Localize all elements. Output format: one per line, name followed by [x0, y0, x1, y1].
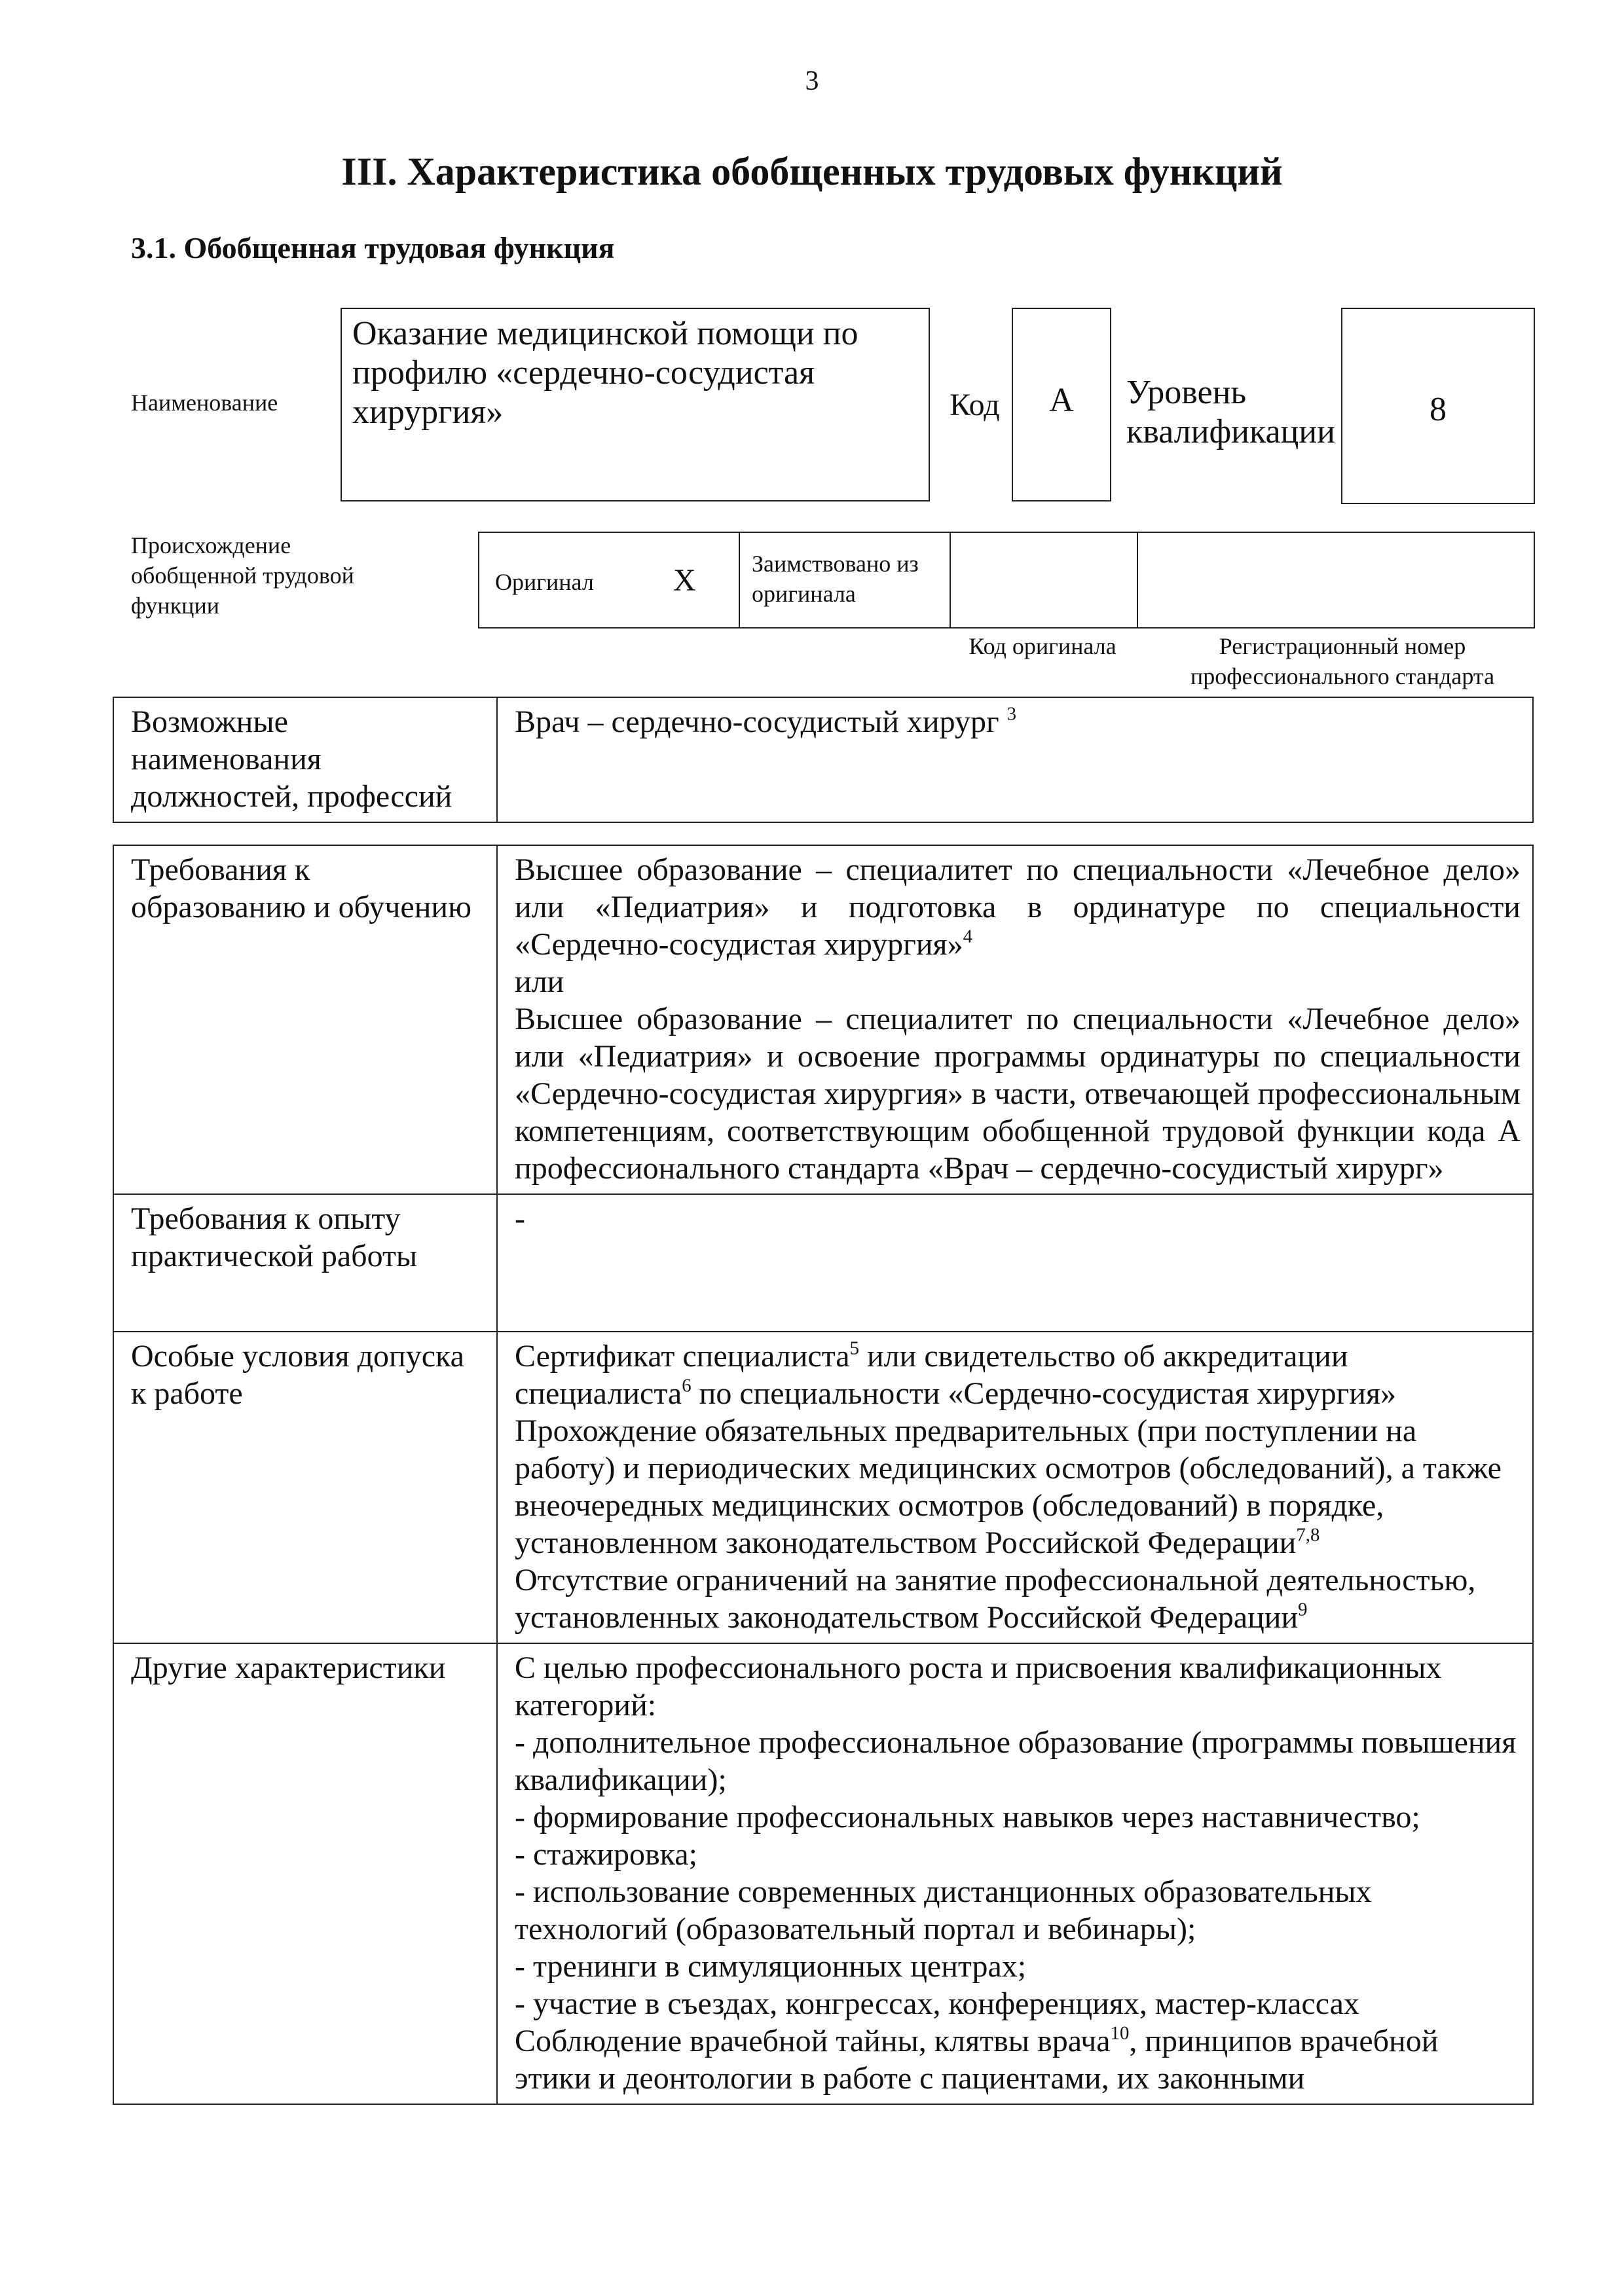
table-row: [113, 697, 1533, 822]
other-line: - дополнительное профессиональное образование (программы повышения квалификации);: [515, 1725, 1517, 1797]
footnote-ref: 5: [849, 1338, 859, 1359]
special-text: Сертификат специалиста: [515, 1339, 850, 1374]
other-line: - тренинги в симуляционных центрах;: [515, 1949, 1027, 1984]
other-cell: [497, 1643, 1533, 2104]
code-value: А: [1049, 382, 1074, 419]
footnote-ref: 3: [1006, 703, 1017, 725]
education-paragraph: [515, 851, 1521, 963]
special-paragraph-2: [515, 1412, 1521, 1561]
name-value: Оказание медицинской помощи по профилю «сердечно-сосудистая хирургия»: [352, 315, 858, 431]
origin-box: [478, 532, 1535, 629]
special-text: или свидетельство об аккредитации специалиста: [515, 1339, 1348, 1411]
footnote-ref: 10: [1110, 2022, 1130, 2044]
divider: [950, 533, 951, 627]
divider: [1137, 533, 1138, 627]
table-row: [113, 1194, 1533, 1332]
special-paragraph-3: [515, 1561, 1521, 1636]
level-value: 8: [1430, 391, 1447, 428]
education-text-2: Высшее образование – специалитет по специальности «Лечебное дело» или «Педиатрия» и освоение программы ординатуры по специальности «Сердечно-сосудистая хирургия» в части, отвечающей профессиональным компетенциям, соответствующим обобщенной трудовой функции кода А профессионального стандарта «Врач – сердечно-сосудистый хирург»: [515, 1002, 1521, 1186]
other-line: - формирование профессиональных навыков через наставничество;: [515, 1800, 1420, 1834]
requirements-table: [113, 845, 1534, 2105]
level-label: Уровень квалификации: [1126, 374, 1336, 450]
special-text: по специальности «Сердечно-сосудистая хирургия»: [691, 1376, 1397, 1411]
name-value-box: [341, 308, 930, 501]
other-text: , принципов врачебной этики и деонтологии в работе с пациентами, их законными: [515, 2024, 1439, 2096]
experience-label: Требования к опыту практической работы: [113, 1194, 497, 1332]
experience-value: -: [497, 1194, 1533, 1332]
borrowed-label: Заимствовано из оригинала: [752, 551, 919, 607]
original-mark: X: [673, 563, 696, 598]
footnote-ref: 9: [1298, 1599, 1308, 1620]
other-line: - участие в съездах, конгрессах, конференциях, мастер-классах: [515, 1986, 1359, 2021]
other-label: Другие характеристики: [113, 1643, 497, 2104]
original-label: Оригинал: [495, 569, 594, 595]
name-label: Наименование: [131, 390, 278, 416]
divider: [739, 533, 740, 627]
special-paragraph-1: [515, 1338, 1521, 1412]
code-value-box: [1012, 308, 1111, 501]
education-text-1: Высшее образование – специалитет по специальности «Лечебное дело» или «Педиатрия» и подготовка в ординатуре по специальности «Сердечно-сосудистая хирургия»: [515, 852, 1521, 962]
education-label: Требования к образованию и обучению: [113, 845, 497, 1194]
other-line: - стажировка;: [515, 1837, 697, 1872]
footnote-ref: 7,8: [1296, 1524, 1320, 1546]
level-value-box: [1341, 308, 1535, 504]
other-line: С целью профессионального роста и присвоения квалификационных категорий:: [515, 1650, 1442, 1722]
special-text: Прохождение обязательных предварительных (при поступлении на работу) и периодических медицинских осмотров (обследований), а также внеочередных медицинских осмотров (обследований) в порядке, установленном законодательством Российской Федерации: [515, 1413, 1502, 1560]
table-row: [113, 1643, 1533, 2104]
origin-label: Происхождение обобщенной трудовой функции: [131, 532, 354, 619]
code-label: Код: [950, 388, 1000, 422]
positions-value: Врач – сердечно-сосудистый хирург: [515, 704, 999, 739]
special-cell: [497, 1332, 1533, 1643]
positions-cell: [497, 697, 1533, 822]
table-row: [113, 1332, 1533, 1643]
table-row: [113, 845, 1533, 1194]
education-or: или: [515, 964, 564, 999]
special-label: Особые условия допуска к работе: [113, 1332, 497, 1643]
other-text: Соблюдение врачебной тайны, клятвы врача: [515, 2024, 1111, 2058]
other-line: - использование современных дистанционных образовательных технологий (образовательный портал и вебинары);: [515, 1874, 1372, 1946]
positions-label: Возможные наименования должностей, профессий: [113, 697, 497, 822]
reg-number-caption: Регистрационный номер профессионального стандарта: [1190, 633, 1495, 689]
code-original-caption: Код оригинала: [969, 633, 1116, 659]
footnote-ref: 4: [963, 926, 973, 947]
page-number: 3: [805, 66, 819, 96]
section-title: III. Характеристика обобщенных трудовых функций: [341, 150, 1283, 193]
special-text: Отсутствие ограничений на занятие профессиональной деятельностью, установленных законодательством Российской Федерации: [515, 1563, 1476, 1635]
footnote-ref: 6: [682, 1375, 692, 1396]
positions-table: [113, 697, 1534, 823]
subsection-title: 3.1. Обобщенная трудовая функция: [131, 231, 615, 264]
other-line-last: [515, 2022, 1521, 2097]
education-cell: [497, 845, 1533, 1194]
